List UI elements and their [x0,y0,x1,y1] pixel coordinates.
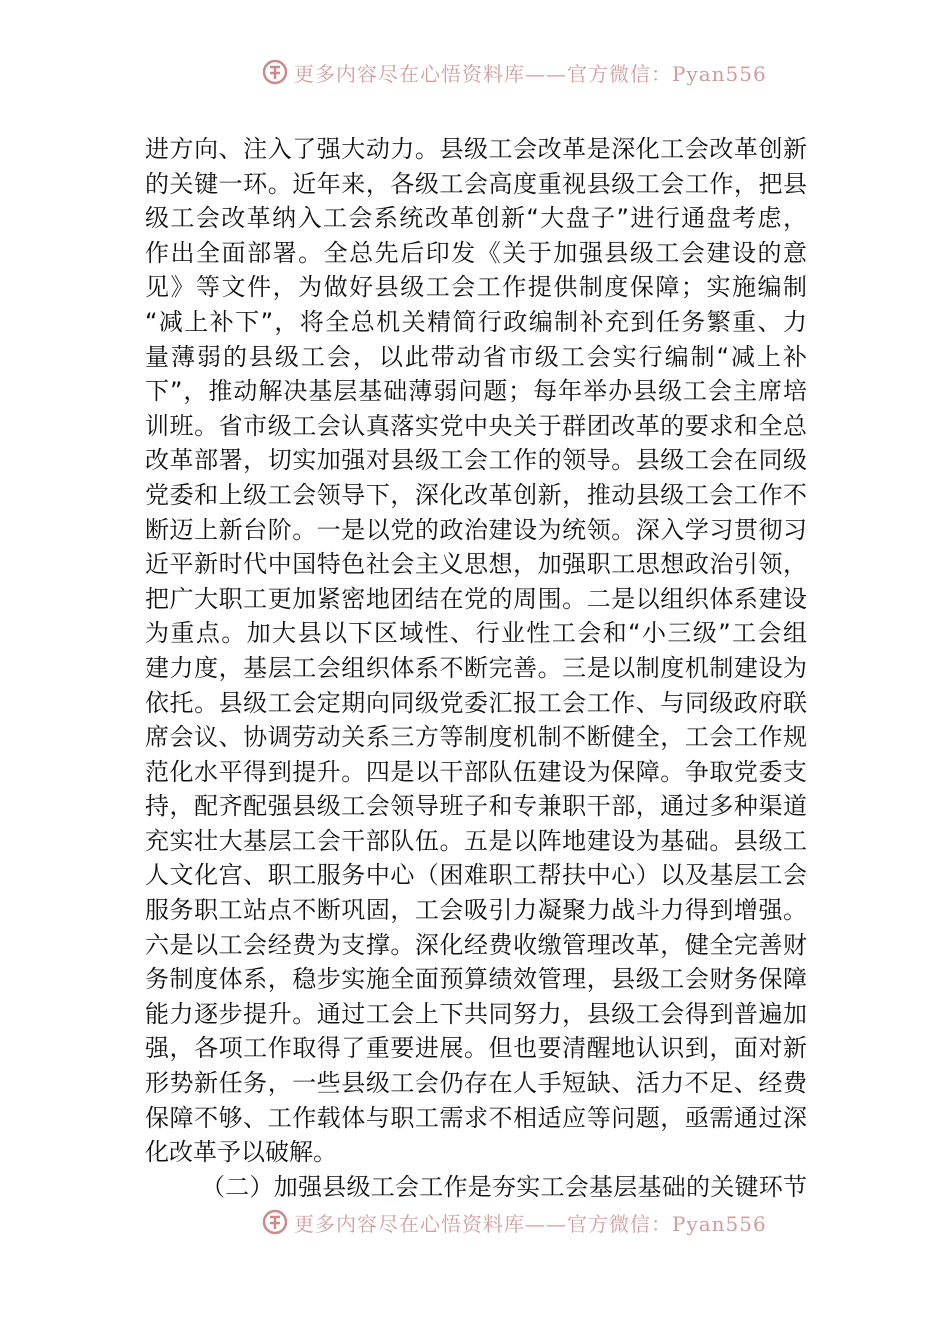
watermark-text: 更多内容尽在心悟资料库——官方微信：Pyan556 [294,1211,767,1236]
text-line: 依托。县级工会定期向同级党委汇报工会工作、与同级政府联 [145,688,807,717]
text-line: 服务职工站点不断巩固，工会吸引力凝聚力战斗力得到增强。 [145,896,807,925]
text-line: 人文化宫、职工服务中心（困难职工帮扶中心）以及基层工会 [145,861,807,890]
document-body [145,132,807,1204]
text-line: 见》等文件，为做好县级工会工作提供制度保障；实施编制 [145,273,807,302]
watermark-bottom [262,1206,767,1238]
text-line: 把广大职工更加紧密地团结在党的周围。二是以组织体系建设 [145,584,807,613]
text-line: 级工会改革纳入工会系统改革创新“大盘子”进行通盘考虑， [145,204,807,233]
text-line: 的关键一环。近年来，各级工会高度重视县级工会工作，把县 [145,169,807,198]
jian-logo-icon [262,59,288,85]
watermark-text: 更多内容尽在心悟资料库——官方微信：Pyan556 [294,61,767,86]
section-heading: （二）加强县级工会工作是夯实工会基层基础的关键环节 [201,1172,807,1201]
text-line: 务制度体系，稳步实施全面预算绩效管理，县级工会财务保障 [145,965,807,994]
jian-logo-icon [262,1209,288,1235]
text-line: 建力度，基层工会组织体系不断完善。三是以制度机制建设为 [145,653,807,682]
text-line: 充实壮大基层工会干部队伍。五是以阵地建设为基础。县级工 [145,826,807,855]
text-line: 量薄弱的县级工会，以此带动省市级工会实行编制“减上补 [145,342,807,371]
text-line: 持，配齐配强县级工会领导班子和专兼职干部，通过多种渠道 [145,792,807,821]
text-line: 党委和上级工会领导下，深化改革创新，推动县级工会工作不 [145,480,807,509]
text-line: 作出全面部署。全总先后印发《关于加强县级工会建设的意 [145,238,807,267]
text-line: 断迈上新台阶。一是以党的政治建设为统领。深入学习贯彻习 [145,515,807,544]
text-line: 训班。省市级工会认真落实党中央关于群团改革的要求和全总 [145,411,807,440]
text-line: 化改革予以破解。 [145,1138,337,1167]
text-line: 下”，推动解决基层基础薄弱问题；每年举办县级工会主席培 [145,377,807,406]
text-line: 席会议、协调劳动关系三方等制度机制不断健全，工会工作规 [145,723,807,752]
watermark-top [262,56,767,88]
text-line: 进方向、注入了强大动力。县级工会改革是深化工会改革创新 [145,135,807,163]
text-line: 范化水平得到提升。四是以干部队伍建设为保障。争取党委支 [145,757,807,786]
text-line: 能力逐步提升。通过工会上下共同努力，县级工会得到普遍加 [145,999,807,1028]
text-line: 近平新时代中国特色社会主义思想，加强职工思想政治引领， [145,550,807,579]
text-line: 强，各项工作取得了重要进展。但也要清醒地认识到，面对新 [145,1034,807,1063]
text-line: 形势新任务，一些县级工会仍存在人手短缺、活力不足、经费 [145,1069,807,1098]
text-line: 为重点。加大县以下区域性、行业性工会和“小三级”工会组 [145,619,807,648]
text-line: 保障不够、工作载体与职工需求不相适应等问题，亟需通过深 [145,1103,807,1132]
text-line: 六是以工会经费为支撑。深化经费收缴管理改革，健全完善财 [145,930,807,959]
text-line: “减上补下”，将全总机关精简行政编制补充到任务繁重、力 [145,307,807,336]
text-line: 改革部署，切实加强对县级工会工作的领导。县级工会在同级 [145,446,807,475]
